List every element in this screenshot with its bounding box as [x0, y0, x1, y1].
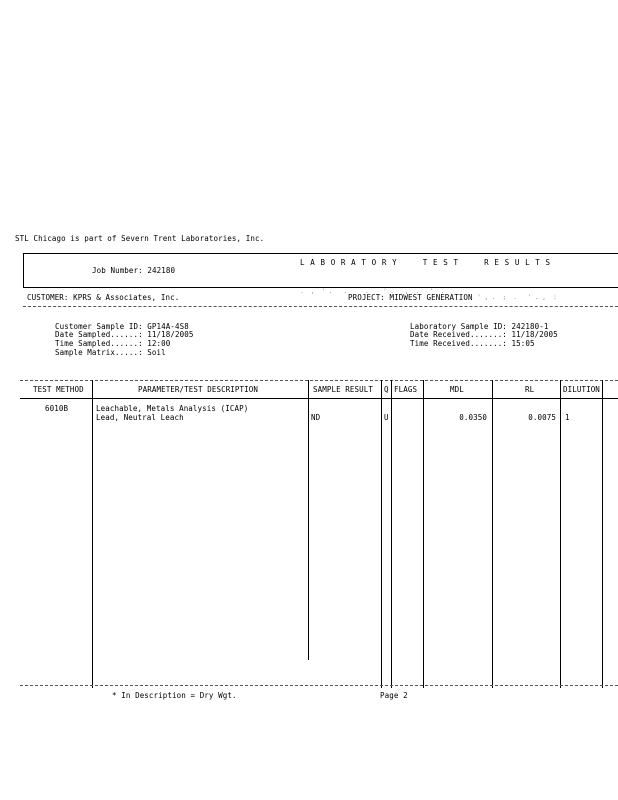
time-sampled: Time Sampled......: 12:00	[55, 339, 171, 348]
scan-noise: . ' , . ; . ' . , :	[470, 294, 557, 301]
col-header-parameter: PARAMETER/TEST DESCRIPTION	[138, 385, 258, 394]
col-header-rl: RL	[525, 385, 535, 394]
lab-sample-id: Laboratory Sample ID: 242180-1	[410, 322, 549, 331]
row-q: U	[384, 413, 389, 422]
col-rule-mdl	[492, 380, 493, 688]
col-rule-q	[391, 380, 392, 688]
footer-note: * In Description = Dry Wgt.	[112, 691, 237, 700]
job-number: Job Number: 242180	[92, 266, 176, 275]
col-header-result: SAMPLE RESULT	[313, 385, 373, 394]
table-top-border	[20, 380, 618, 381]
row-dilution: 1	[565, 413, 570, 422]
frame-left-border-upper	[23, 253, 24, 287]
affiliation-text: STL Chicago is part of Severn Trent Laboratories, Inc.	[15, 234, 265, 243]
scan-noise: . , ' . . . ' . , . ' .	[300, 288, 445, 295]
row-parameter-line2: Lead, Neutral Leach	[96, 413, 184, 422]
col-header-mdl: MDL	[450, 385, 464, 394]
col-rule-parameter	[308, 380, 309, 660]
col-rule-rl	[560, 380, 561, 688]
col-header-method: TEST METHOD	[33, 385, 84, 394]
col-rule-dilution	[602, 380, 603, 688]
header-divider	[20, 398, 618, 399]
project-line: PROJECT: MIDWEST GENERATION	[348, 293, 473, 302]
frame-top-border	[23, 253, 618, 254]
table-bottom-border	[20, 685, 618, 686]
customer-sample-id: Customer Sample ID: GP14A-4S8	[55, 322, 189, 331]
row-parameter-line1: Leachable, Metals Analysis (ICAP)	[96, 404, 249, 413]
time-received: Time Received.......: 15:05	[410, 339, 535, 348]
sample-matrix: Sample Matrix.....: Soil	[55, 348, 166, 357]
col-header-flags: FLAGS	[394, 385, 418, 394]
page-number: Page 2	[380, 691, 408, 700]
date-sampled: Date Sampled......: 11/18/2005	[55, 330, 194, 339]
row-method: 6010B	[45, 404, 69, 413]
col-rule-flags	[423, 380, 424, 688]
date-received: Date Received.......: 11/18/2005	[410, 330, 558, 339]
col-header-dilution: DILUTION	[563, 385, 600, 394]
col-header-q: Q	[384, 385, 389, 394]
col-rule-method	[92, 380, 93, 688]
row-result: ND	[311, 413, 321, 422]
row-mdl: 0.0350	[459, 413, 487, 422]
report-title: L A B O R A T O R Y T E S T R E S U L T S	[300, 258, 551, 267]
customer-divider	[23, 306, 618, 307]
row-rl: 0.0075	[528, 413, 556, 422]
customer-line: CUSTOMER: KPRS & Associates, Inc.	[27, 293, 180, 302]
col-rule-result	[381, 380, 382, 688]
